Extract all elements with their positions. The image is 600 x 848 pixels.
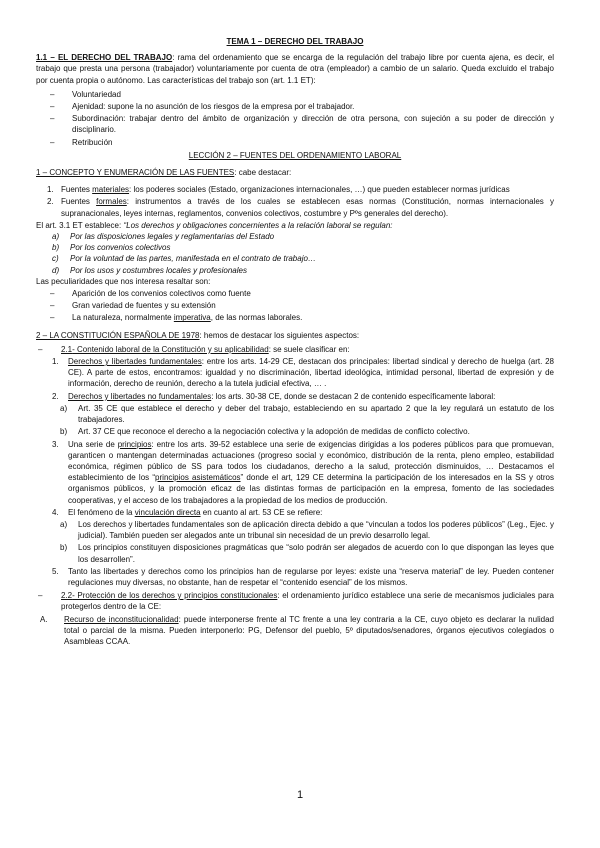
list-item: c) Por la voluntad de las partes, manifestada en el contrato de trabajo…: [52, 254, 316, 264]
list-item: – Retribución: [50, 137, 113, 147]
characteristics-list: [36, 89, 554, 148]
list-item: 5. Tanto las libertades y derechos como los principios han de regularse por leyes: existe una “reserva material” de ley. Pueden contener regulaciones muy diversas, no obstante, han de respetar el “contenido esencial” de los mismos.: [52, 566, 554, 587]
direct-binding-list: [36, 519, 554, 565]
sources-list: [36, 184, 554, 219]
section-1-heading: 1 – CONCEPTO Y ENUMERACIÓN DE LAS FUENTES: [36, 168, 235, 178]
list-item: d) Por los usos y costumbres locales y profesionales: [52, 265, 247, 275]
section-1-paragraph: 1 – CONCEPTO Y ENUMERACIÓN DE LAS FUENTES: cabe destacar:: [36, 168, 292, 178]
art-3-1-paragraph: El art. 3.1 ET establece: “Los derechos y obligaciones concernientes a la relación laboral se regulan:: [36, 220, 393, 230]
list-item: a) Los derechos y libertades fundamentales son de aplicación directa debido a que “vinculan a todos los poderes públicos” (Leg., Ejec. y judicial). También pueden ser alegados ante un tribunal sin necesidad de un previo desarrollo legal.: [60, 519, 554, 541]
section-2-paragraph: 2 – LA CONSTITUCIÓN ESPAÑOLA DE 1978: hemos de destacar los siguientes aspectos:: [36, 330, 360, 340]
constitution-content-list-cont: [36, 439, 554, 518]
list-item: – Gran variedad de fuentes y su extensión: [50, 301, 216, 311]
section-2-2-list: [36, 590, 554, 612]
list-item: b) Art. 37 CE que reconoce el derecho a la negociación colectiva y la adopción de medidas de conflicto colectivo.: [60, 427, 470, 437]
peculiarities-list: [36, 288, 554, 324]
peculiarities-intro: Las peculiaridades que nos interesa resaltar son:: [36, 276, 211, 286]
constitution-content-list: [36, 356, 554, 402]
list-item: 2. Fuentes formales: instrumentos a través de los cuales se establecen esas normas (Constitución, normas internacionales y supranacionales, leyes internas, reglamentos, convenios colectivos, costumbre y Pºs generales del derecho).: [47, 197, 554, 218]
section-2-1-heading-item: – 2.1- Contenido laboral de la Constitución y su aplicabilidad: se suele clasificar en:: [38, 344, 350, 354]
constitution-content-list-end: [36, 566, 554, 588]
list-item: – Aparición de los convenios colectivos como fuente: [50, 289, 251, 299]
list-item: – Subordinación: trabajar dentro del ámbito de organización y dirección de otra persona, con sujeción a su poder de dirección y disciplinario.: [50, 114, 554, 135]
list-item: – Voluntariedad: [50, 89, 121, 99]
list-item: 4. El fenómeno de la vinculación directa en cuanto al art. 53 CE se refiere:: [52, 507, 323, 517]
list-item: b) Los principios constituyen disposiciones pragmáticas que “solo podrán ser alegados de acuerdo con lo que dispongan las leyes que los desarrollen”.: [60, 543, 554, 564]
section-1-1-text: : rama del ordenamiento que se encarga de la regulación del trabajo libre por cuenta ajena, es decir, el trabajo que presta una persona (trabajador) voluntariamente por cuenta de otra (empleador) a cambio de un salario. Queda excluido el trabajo por cuenta propia o autónomo. Las características del trabajo son (art. 1.1 ET):: [36, 53, 555, 85]
judicial-mechanisms-list: [36, 614, 554, 648]
list-item: A. Recurso de inconstitucionalidad: puede interponerse frente al TC frente a una ley contraria a la CE, cuyo objeto es declarar la nulidad total o parcial de la misma. Pueden interponerlo: PG, Defensor del pueblo, 5º diputados/senadores, órganos ejecutivos colegiados o Asambleas CCAA.: [40, 614, 554, 646]
section-1-1-paragraph: [36, 52, 554, 86]
section-2-1-list: [36, 344, 554, 355]
document-title: TEMA 1 – DERECHO DEL TRABAJO: [226, 37, 364, 46]
section-1-1-heading: 1.1 – EL DERECHO DEL TRABAJO: [36, 53, 173, 63]
non-fundamental-rights-list: [36, 403, 554, 438]
list-item: – La naturaleza, normalmente imperativa, de las normas laborales.: [50, 313, 303, 323]
list-item: 1. Derechos y libertades fundamentales: entre los arts. 14-29 CE, destacan dos principales: libertad sindical y derecho de huelga (art. 28 CE). A parte de estos, encontramos: igualdad y no discriminación, libertad ideológica, intimidad personal, libertad de expresión y de información, derecho de reunión, derecho a la tutela judicial efectiva, … .: [52, 357, 554, 389]
list-item: b) Por los convenios colectivos: [52, 243, 171, 253]
list-item: – Ajenidad: supone la no asunción de los riesgos de la empresa por el trabajador.: [50, 102, 355, 112]
list-item: 1. Fuentes materiales: los poderes sociales (Estado, organizaciones internacionales, …) que pueden establecer normas jurídicas: [47, 185, 510, 195]
list-item: 3. Una serie de principios: entre los arts. 39-52 establece una serie de exigencias dirigidas a los poderes públicos para que promuevan, garanticen o mantengan determinadas actuaciones (progreso social y económico, distribución de la renta, pleno empleo, estabilidad económica, régimen público de SS para todos los ciudadanos, derecho a la salud, protección disminuidos, … Destacamos el establecimiento de los “principios asistemáticos” donde el art, 129 CE determina la participación de los interesados en la SS y otros organismos públicos, y la promoción eficaz de las distintas formas de participación en la empresa, fomento de las sociedades cooperativas, y el acceso de los trabajadores a la propiedad de los medios de producción.: [52, 439, 555, 505]
list-item: a) Por las disposiciones legales y reglamentarias del Estado: [52, 232, 275, 242]
section-2-2-heading-item: – 2.2- Protección de los derechos y principios constitucionales: el ordenamiento jurídico establece una serie de mecanismos judiciales para protegerlos dentro de la CE:: [38, 591, 554, 612]
page-number: 1: [296, 789, 304, 801]
art-3-1-list: [36, 231, 554, 276]
lesson-title: LECCIÓN 2 – FUENTES DEL ORDENAMIENTO LABORAL: [188, 150, 402, 160]
list-item: a) Art. 35 CE que establece el derecho y deber del trabajo, estableciendo en su apartado 2 que la ley regulará un estatuto de los trabajadores.: [60, 403, 554, 425]
list-item: 2. Derechos y libertades no fundamentales: los arts. 30-38 CE, donde se destacan 2 de contenido específicamente laboral:: [52, 391, 496, 401]
section-2-heading: 2 – LA CONSTITUCIÓN ESPAÑOLA DE 1978: [36, 330, 200, 340]
